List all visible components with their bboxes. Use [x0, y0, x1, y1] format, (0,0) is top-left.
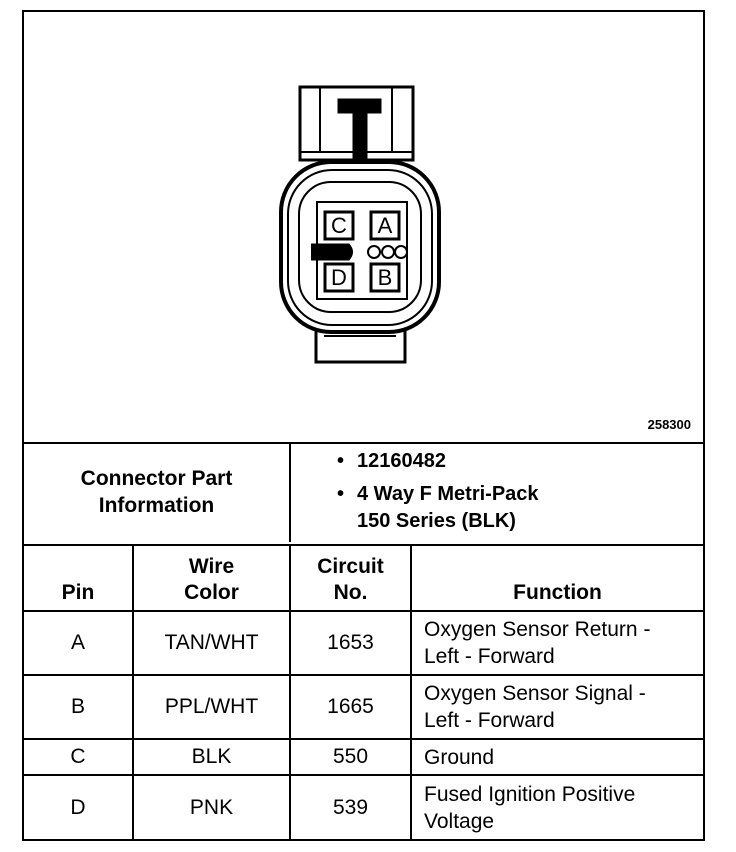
table-row [24, 611, 703, 675]
cell-circuit: 1665 [290, 675, 411, 739]
part-number-item: • 12160482 [291, 448, 701, 475]
header-function: Function [411, 545, 703, 611]
table-row [24, 739, 703, 775]
cell-wire-color: PPL/WHT [133, 675, 290, 739]
connector-illustration [24, 12, 703, 442]
connector-part-info [24, 442, 703, 546]
table-row [24, 775, 703, 839]
cell-function: Oxygen Sensor Signal - Left - Forward [411, 675, 703, 739]
header-wire-color: Wire Color [133, 545, 290, 611]
connector-info-list [291, 448, 701, 541]
connector-sheet [22, 10, 705, 841]
figure-number: 258300 [647, 417, 691, 432]
header-circuit-no: Circuit No. [290, 545, 411, 611]
table-header-row [24, 545, 703, 611]
connector-figure [24, 12, 703, 444]
cell-pin: C [24, 739, 133, 775]
pin-table [24, 544, 703, 839]
cell-circuit: 1653 [290, 611, 411, 675]
info-label-line: Information [98, 494, 215, 517]
cavity-label-a: A [377, 213, 393, 238]
cell-wire-color: BLK [133, 739, 290, 775]
cell-pin: A [24, 611, 133, 675]
cell-circuit: 539 [290, 775, 411, 839]
cell-function: Ground [411, 739, 703, 775]
cell-pin: D [24, 775, 133, 839]
cell-circuit: 550 [290, 739, 411, 775]
table-row [24, 675, 703, 739]
header-pin: Pin [24, 545, 133, 611]
cavity-label-d: D [331, 265, 347, 290]
connector-type-item: • 4 Way F Metri-Pack 150 Series (BLK) [291, 481, 701, 535]
cell-wire-color: TAN/WHT [133, 611, 290, 675]
cell-wire-color: PNK [133, 775, 290, 839]
cavity-label-b: B [377, 265, 393, 290]
cell-pin: B [24, 675, 133, 739]
cell-function: Fused Ignition Positive Voltage [411, 775, 703, 839]
cell-function: Oxygen Sensor Return - Left - Forward [411, 611, 703, 675]
connector-info-label [24, 442, 291, 542]
info-label-line: Connector Part [80, 467, 233, 490]
cavity-label-c: C [331, 213, 347, 238]
